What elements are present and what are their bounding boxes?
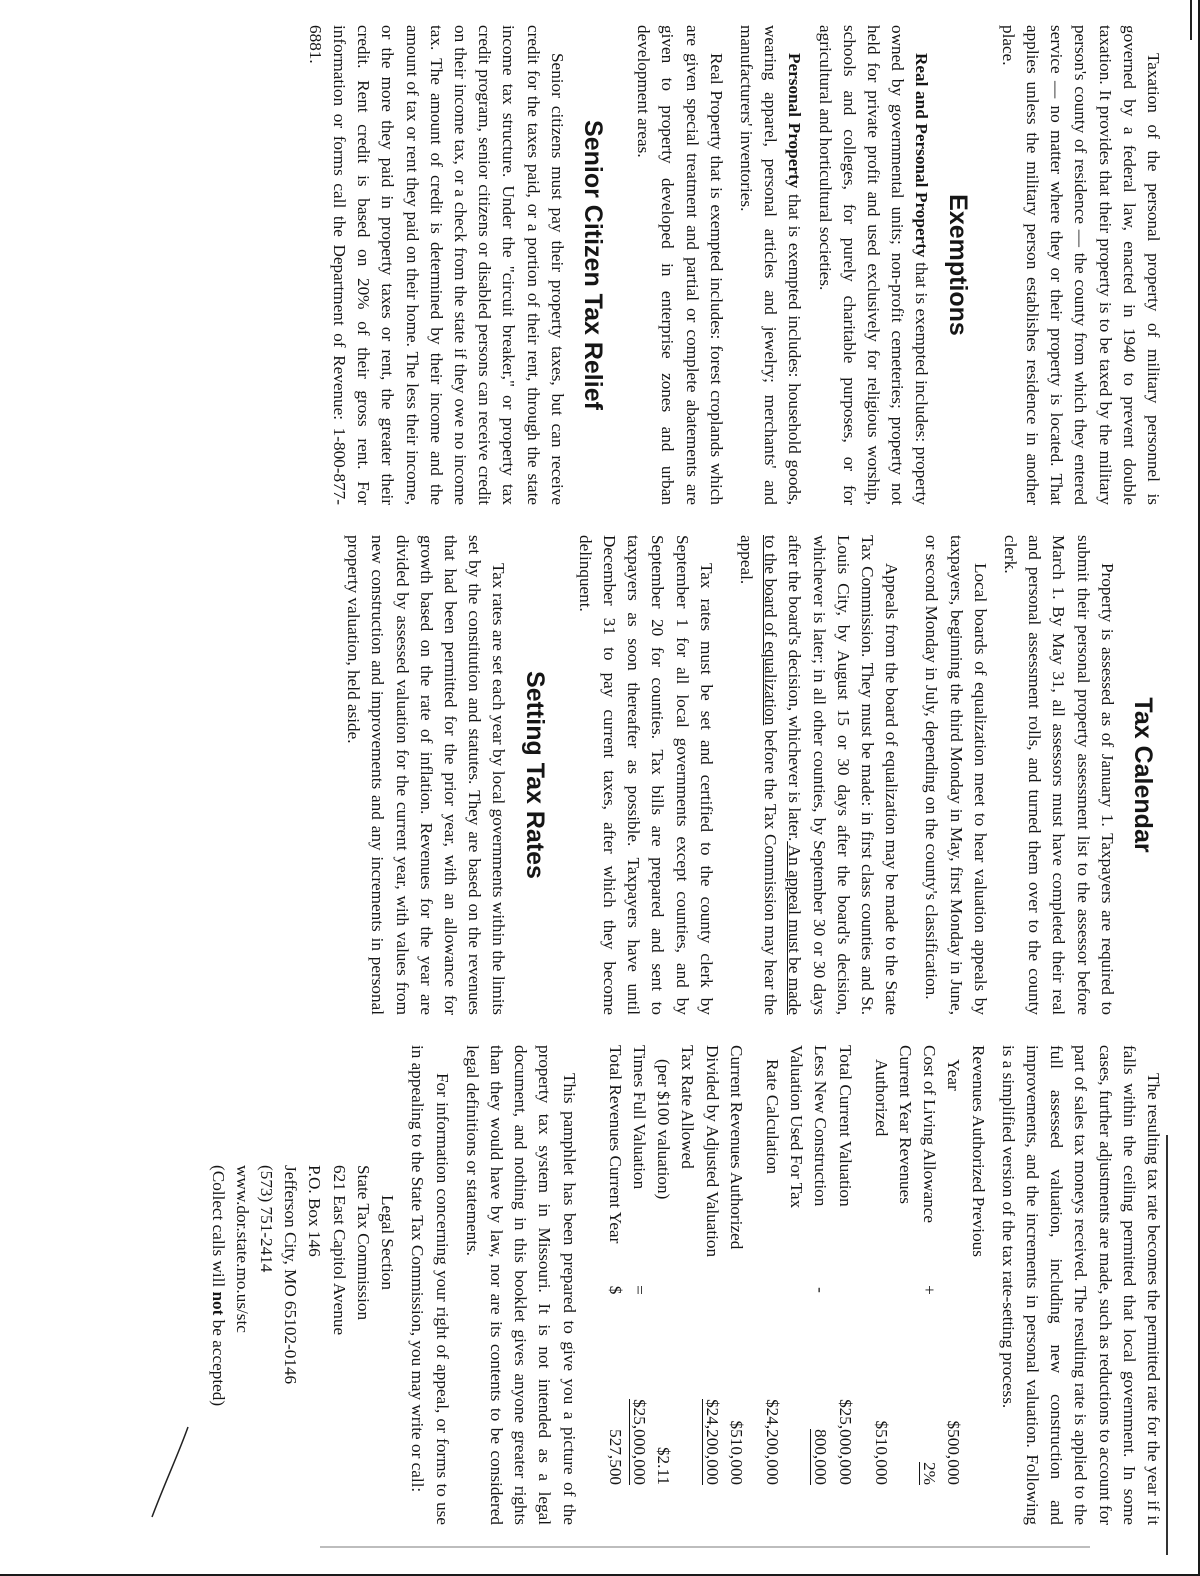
scan-edge-mark xyxy=(320,1546,1090,1548)
real-personal-term: Real and Personal Property xyxy=(912,53,932,258)
calc-value: 2% xyxy=(920,1462,940,1485)
real-personal-text: that is exempted includes: property owned by governmental units; non-profit cemeteries; property not held for private profit and used exclusively for religious worship, schools and colleges, for purely charitable purposes, or for agricultural and horticultural societies. xyxy=(815,25,932,506)
collect-calls-note: (Collect calls will not be accepted) xyxy=(208,1165,228,1407)
personal-text: that is exempted includes: household goods, wearing apparel, personal articles and jewelry; merchants' and manufacturers' inventories. xyxy=(736,25,805,505)
calc-row xyxy=(965,1045,989,1525)
personal-exemption-paragraph xyxy=(734,25,807,505)
rates-certified-paragraph: Tax rates must be set and certified to the county clerk by September 1 for all local governments except counties, and by September 20 for counties. Tax bills are prepared and sent to taxpayers as soon thereafter as possible. Taxpayers have until December 31 to pay current taxes, after which they become delinquent. xyxy=(575,535,716,1015)
calc-value: $2.11 xyxy=(654,1446,674,1485)
pamphlet-disclaimer-paragraph: This pamphlet has been prepared to give you a picture of the property tax system in Missouri. It is not intended as a legal document, and nothing in this booklet gives anyone greater rights than they would have by law, nor are its contents to be considered legal definitions or statements. xyxy=(462,1045,579,1525)
calc-value: $500,000 xyxy=(944,1420,964,1485)
calc-value: $25,000,000 xyxy=(629,1399,649,1485)
calc-label: Year xyxy=(944,1059,964,1091)
appeals-underlined-text: An appeal must be made to the board of equalization xyxy=(761,535,805,1015)
contact-phone: (573) 751-2414 xyxy=(257,1165,277,1273)
calc-label: Valuation Used For Tax xyxy=(787,1045,807,1209)
contact-line: Jefferson City, MO 65102-0146 xyxy=(281,1165,301,1385)
calc-value: $510,000 xyxy=(871,1420,891,1485)
calc-label: Cost of Living Allowance xyxy=(920,1045,940,1224)
calc-label: Rate Calculation xyxy=(762,1059,782,1175)
real-personal-exemption-paragraph xyxy=(812,25,933,505)
senior-relief-paragraph: Senior citizens must pay their property taxes, but can receive credit for the taxes paid, or a portion of their rent, through the state income tax structure. Under the "circuit breaker," or property tax credit program, senior citizens or disabled persons can receive credit on their income tax, or a check from the state if they owe no income tax. The amount of credit is determined by their income and the amount of tax or rent they paid on their home. The less their income, or the more they paid in property taxes or rent, the greater their credit. Rent credit is based on 20% of their gross rent. For information or forms call the Department of Revenue: 1-800-877-6881. xyxy=(305,25,567,505)
calc-row xyxy=(603,1045,627,1525)
calc-value: $24,200,000 xyxy=(762,1399,782,1485)
equalization-boards-paragraph: Local boards of equalization meet to hear valuation appeals by taxpayers, beginning the third Monday in May, first Monday in June, or second Monday in July, depending on the county's classification. xyxy=(922,535,990,1015)
contact-line: P.O. Box 146 xyxy=(305,1165,325,1257)
contact-website: www.dor.state.mo.us/stc xyxy=(232,1165,252,1333)
column-middle xyxy=(25,535,1165,1015)
calc-value: $510,000 xyxy=(726,1420,746,1485)
appeals-text: Appeals from the board of equalization may be made to the State Tax Commission. They must be made: in first class counties and St. Louis City, by August 15 or 30 days after the board's decision, whichever is later; in all other counties, by September 30 or 30 days after the board's decision, whichever is later. xyxy=(785,535,902,1015)
real-property-exemption-paragraph: Real Property that is exempted includes: forest croplands which are given special treatment and partial or complete abatements are given to property developed in enterprise zones and urban development areas. xyxy=(634,25,726,505)
calc-label: (per $100 valuation) xyxy=(654,1059,674,1200)
appeals-paragraph xyxy=(734,535,903,1015)
calc-operator: $ xyxy=(605,1285,625,1295)
calc-label: Times Full Valuation xyxy=(629,1045,649,1190)
calc-value: $24,200,000 xyxy=(702,1399,722,1485)
calc-operator: - xyxy=(811,1287,831,1293)
calc-row xyxy=(917,1045,941,1525)
senior-relief-heading: Senior Citizen Tax Relief xyxy=(578,120,607,410)
setting-tax-rates-heading: Setting Tax Rates xyxy=(520,671,549,879)
calc-operator: + xyxy=(920,1285,940,1295)
calc-row xyxy=(941,1045,965,1525)
contact-address xyxy=(205,1045,399,1525)
calc-row xyxy=(869,1045,893,1525)
scan-edge-mark xyxy=(1190,0,1192,40)
calc-row xyxy=(760,1045,784,1525)
contact-line: Legal Section xyxy=(378,1195,398,1290)
calc-value: 527,500 xyxy=(605,1429,625,1485)
column-right xyxy=(25,1045,1165,1525)
calc-row xyxy=(784,1045,808,1525)
calc-row xyxy=(724,1045,748,1525)
calc-row xyxy=(627,1045,651,1525)
military-taxation-paragraph: Taxation of the personal property of military personnel is governed by a federal law, enacted in 1940 to prevent double taxation. It provides that their property is to be taxed by the military person's county of residence — the county from which they entered service — no matter where they or their property is located. That applies unless the military person establishes residence in another place. xyxy=(998,25,1163,505)
setting-rates-paragraph: Tax rates are set each year by local governments within the limits set by the constitution and statutes. They are based on the revenues that had been permitted for the prior year, with an allowance for growth based on the rate of inflation. Revenues for the year are divided by assessed valuation for the current year, with values from new construction and improvements and any increments in personal property valuation, held aside. xyxy=(344,535,509,1015)
calc-label: Current Revenues Authorized xyxy=(726,1045,746,1250)
calc-row xyxy=(651,1045,675,1525)
rate-calculation-table xyxy=(603,1045,990,1525)
assessment-dates-paragraph: Property is assessed as of January 1. Taxpayers are required to submit their personal property assessment list to the assessor before March 1. By May 31, all assessors must have completed their real and personal assessment rolls, and turned them over to the county clerk. xyxy=(1000,535,1117,1015)
calc-value: 800,000 xyxy=(811,1429,831,1485)
document-page xyxy=(15,15,1175,1545)
calc-label: Tax Rate Allowed xyxy=(678,1045,698,1169)
resulting-rate-paragraph: The resulting tax rate becomes the permitted rate for the year if it falls within the ceiling permitted that local government. In some cases, further adjustments are made, such as reductions to account for part of sales tax moneys received. The resulting rate is applied to the full assessed valuation, including new construction and improvements, and the increments in personal valuation. Following is a simplified version of the tax rate-setting process. xyxy=(998,1045,1163,1525)
calc-label: Authorized xyxy=(871,1059,891,1137)
calc-label: Less New Construction xyxy=(811,1045,831,1207)
calc-label: Current Year Revenues xyxy=(895,1045,915,1204)
calc-row xyxy=(893,1045,917,1525)
contact-line: 621 East Capitol Avenue xyxy=(329,1165,349,1336)
contact-line: State Tax Commission xyxy=(353,1165,373,1321)
calc-row xyxy=(699,1045,723,1525)
calc-label: Total Revenues Current Year xyxy=(605,1045,625,1244)
calc-label: Total Current Valuation xyxy=(835,1045,855,1207)
calc-label: Revenues Authorized Previous xyxy=(968,1045,988,1257)
calc-operator: = xyxy=(629,1285,649,1295)
exemptions-heading: Exemptions xyxy=(943,194,972,336)
calc-row xyxy=(808,1045,832,1525)
column-left xyxy=(25,25,1165,505)
appeals-tail-text: before the Tax Commission may hear the appeal. xyxy=(736,535,781,1015)
information-paragraph: For information concerning your right of appeal, or forms to use in appealing to the State Tax Commission, you may write or call: xyxy=(408,1045,452,1525)
calc-label: Divided by Adjusted Valuation xyxy=(702,1045,722,1258)
calc-row xyxy=(832,1045,856,1525)
tax-calendar-heading: Tax Calendar xyxy=(1129,697,1157,853)
calc-row xyxy=(675,1045,699,1525)
personal-term: Personal Property xyxy=(785,53,805,189)
calc-value: $25,000,000 xyxy=(835,1399,855,1485)
